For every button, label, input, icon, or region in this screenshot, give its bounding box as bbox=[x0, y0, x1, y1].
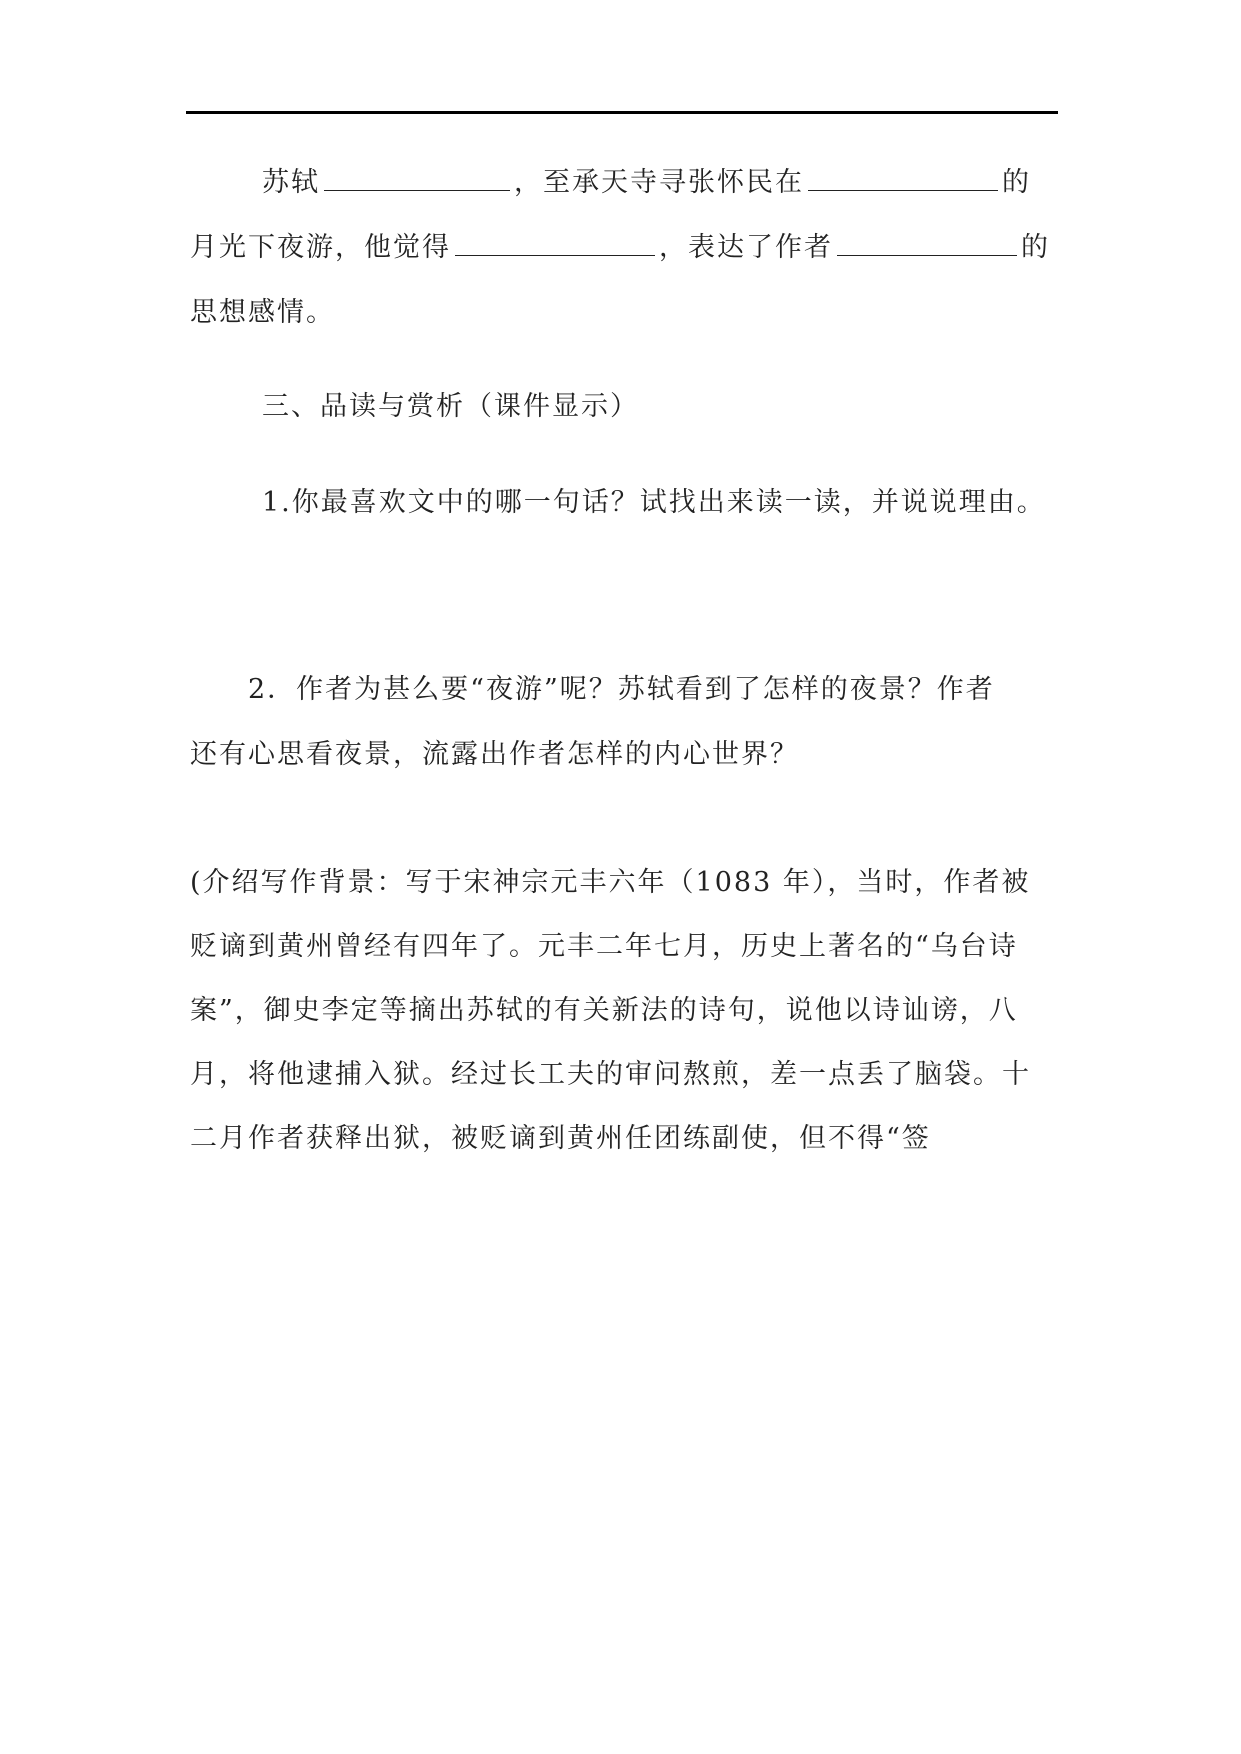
fill-in-blank bbox=[808, 166, 998, 191]
section3-heading: 三、品读与赏析（课件显示） bbox=[262, 391, 639, 422]
header-rule bbox=[186, 111, 1058, 114]
text-segment: 月光下夜游，他觉得 bbox=[190, 232, 451, 263]
paragraph1-line3: 思想感情。 bbox=[190, 297, 335, 328]
paragraph1-line2 bbox=[190, 228, 1060, 268]
text-segment: 苏轼 bbox=[262, 167, 320, 198]
background-line1: (介绍写作背景：写于宋神宗元丰六年（1083 年），当时，作者被 bbox=[190, 867, 1031, 898]
text-segment: ，表达了作者 bbox=[659, 232, 833, 263]
question2-line1: 2．作者为甚么要“夜游”呢？苏轼看到了怎样的夜景？作者 bbox=[248, 674, 995, 705]
background-line3: 案”，御史李定等摘出苏轼的有关新法的诗句，说他以诗讪谤，八 bbox=[190, 995, 1018, 1026]
question2-line2: 还有心思看夜景，流露出作者怎样的内心世界？ bbox=[190, 739, 799, 770]
fill-in-blank bbox=[837, 231, 1017, 256]
fill-in-blank bbox=[455, 231, 655, 256]
fill-in-blank bbox=[324, 166, 510, 191]
background-line5: 二月作者获释出狱，被贬谪到黄州任团练副使，但不得“签 bbox=[190, 1123, 931, 1154]
paragraph1-line1 bbox=[262, 163, 1062, 203]
question1: 1.你最喜欢文中的哪一句话？试找出来读一读，并说说理由。 bbox=[262, 487, 1046, 518]
text-segment: ，至承天寺寻张怀民在 bbox=[514, 167, 804, 198]
background-line4: 月，将他逮捕入狱。经过长工夫的审问熬煎，差一点丢了脑袋。十 bbox=[190, 1059, 1031, 1090]
text-segment: 的 bbox=[1021, 232, 1050, 263]
text-segment: 的 bbox=[1002, 167, 1031, 198]
background-line2: 贬谪到黄州曾经有四年了。元丰二年七月，历史上著名的“乌台诗 bbox=[190, 931, 1018, 962]
